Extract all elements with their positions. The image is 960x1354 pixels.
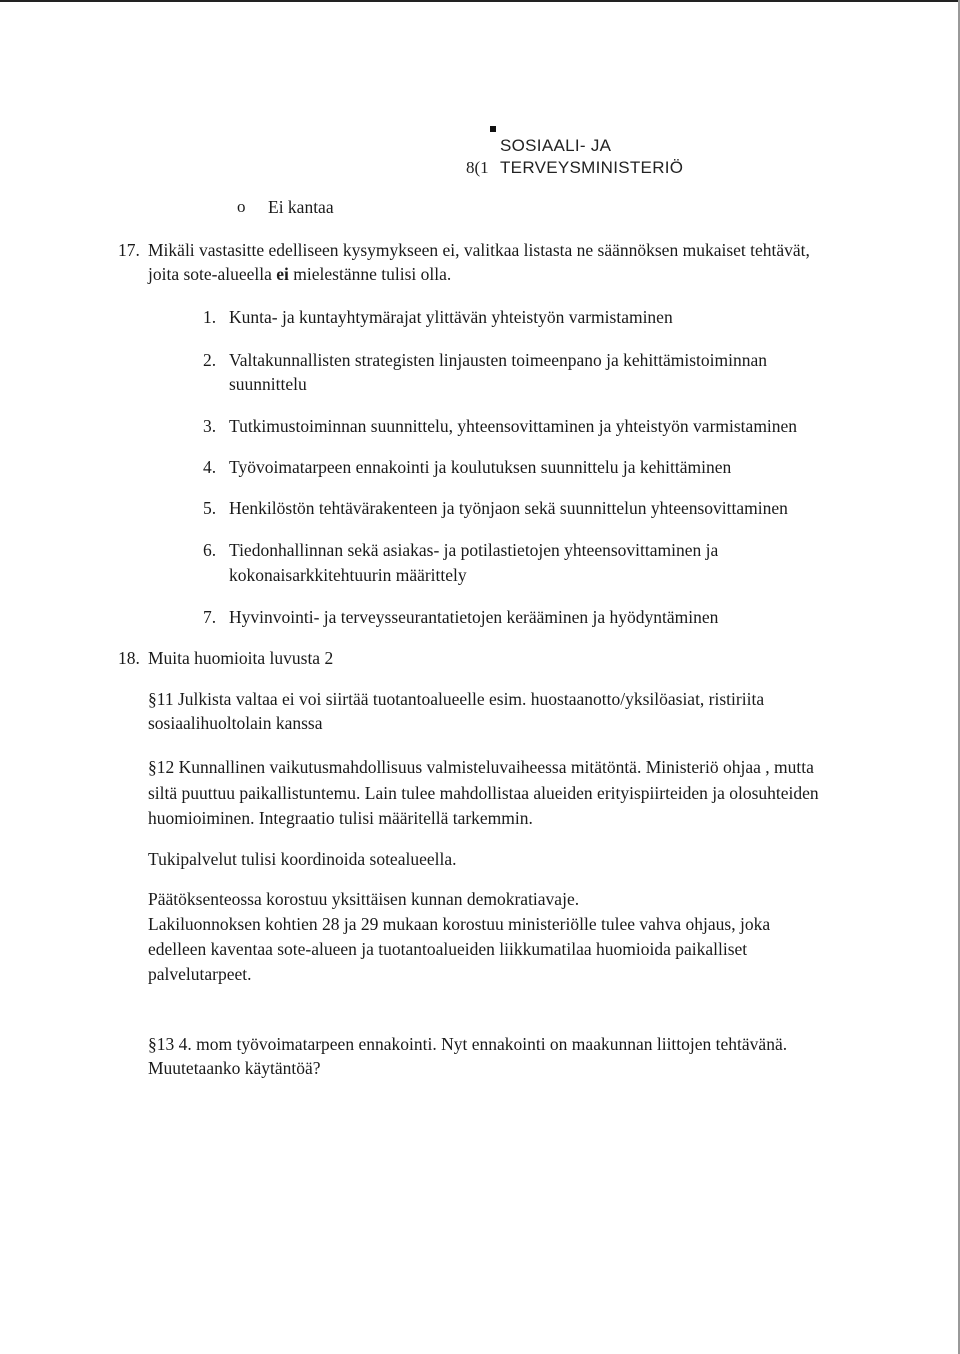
ministry-name-line1: SOSIAALI- JA [500, 136, 612, 155]
paragraph-12-line: huomioiminen. Integraatio tulisi määritellä tarkemmin. [148, 808, 533, 828]
paragraph-paatoksenteko-line: palvelutarpeet. [148, 964, 252, 984]
option-bullet: o [237, 197, 246, 216]
paragraph-tukipalvelut: Tukipalvelut tulisi koordinoida sotealueella. [148, 849, 457, 869]
paragraph-13-line: Muutetaanko käytäntöä? [148, 1058, 321, 1078]
q17-line2-emphasis: ei [276, 264, 289, 284]
paragraph-11-line: §11 Julkista valtaa ei voi siirtää tuotantoalueelle esim. huostaanotto/yksilöasiat, ristiriita [148, 689, 765, 709]
question-17-number: 17. [118, 240, 140, 260]
paragraph-12-line: §12 Kunnallinen vaikutusmahdollisuus valmisteluvaiheessa mitätöntä. Ministeriö ohjaa , mutta [148, 757, 814, 777]
list-item-number: 5. [203, 498, 217, 518]
paragraph-12-line: siltä puuttuu paikallistuntemu. Lain tulee mahdollistaa alueiden erityispiirteiden ja olosuhteiden [148, 783, 819, 803]
paragraph-paatoksenteko-line: Lakiluonnoksen kohtien 28 ja 29 mukaan korostuu ministeriölle tulee vahva ohjaus, joka [148, 914, 771, 934]
list-item-number: 1. [203, 307, 217, 327]
page-edge-top [0, 0, 960, 2]
page-number: 8(1 [466, 158, 489, 177]
question-17-text-line2 [148, 264, 451, 285]
header-bullet-mark [490, 126, 496, 132]
list-item-text: Valtakunnallisten strategisten linjausten toimeenpano ja kehittämistoiminnan [229, 350, 768, 370]
question-18-title: Muita huomioita luvusta 2 [148, 648, 334, 668]
list-item-text: Henkilöstön tehtävärakenteen ja työnjaon sekä suunnittelun yhteensovittaminen [229, 498, 788, 518]
ministry-name-line2: TERVEYSMINISTERIÖ [500, 158, 684, 177]
paragraph-paatoksenteko-line: Päätöksenteossa korostuu yksittäisen kunnan demokratiavaje. [148, 889, 580, 909]
paragraph-13-line: §13 4. mom työvoimatarpeen ennakointi. Nyt ennakointi on maakunnan liittojen tehtävänä. [148, 1034, 788, 1054]
list-item-number: 3. [203, 416, 217, 436]
list-item-number: 6. [203, 540, 217, 560]
paragraph-paatoksenteko-line: edelleen kaventaa sote-alueen ja tuotantoalueiden liikkumatilaa huomioida paikalliset [148, 939, 748, 959]
paragraph-11-line: sosiaalihuoltolain kanssa [148, 713, 323, 733]
list-item-text: Hyvinvointi- ja terveysseurantatietojen kerääminen ja hyödyntäminen [229, 607, 719, 627]
question-17-text-line1: Mikäli vastasitte edelliseen kysymykseen ei, valitkaa listasta ne säännöksen mukaiset tehtävät, [148, 240, 810, 260]
list-item-number: 7. [203, 607, 217, 627]
option-label: Ei kantaa [268, 197, 334, 217]
list-item-text: Kunta- ja kuntayhtymärajat ylittävän yhteistyön varmistaminen [229, 307, 673, 327]
question-18-number: 18. [118, 648, 140, 668]
list-item-text-cont: suunnittelu [229, 374, 307, 394]
q17-line2-pre: joita sote-alueella [148, 264, 277, 284]
list-item-number: 2. [203, 350, 217, 370]
list-item-text: Työvoimatarpeen ennakointi ja koulutuksen suunnittelu ja kehittäminen [229, 457, 732, 477]
list-item-text: Tiedonhallinnan sekä asiakas- ja potilastietojen yhteensovittaminen ja [229, 540, 719, 560]
list-item-number: 4. [203, 457, 217, 477]
list-item-text-cont: kokonaisarkkitehtuurin määrittely [229, 565, 467, 585]
list-item-text: Tutkimustoiminnan suunnittelu, yhteensovittaminen ja yhteistyön varmistaminen [229, 416, 798, 436]
q17-line2-post: mielestänne tulisi olla. [288, 264, 452, 284]
